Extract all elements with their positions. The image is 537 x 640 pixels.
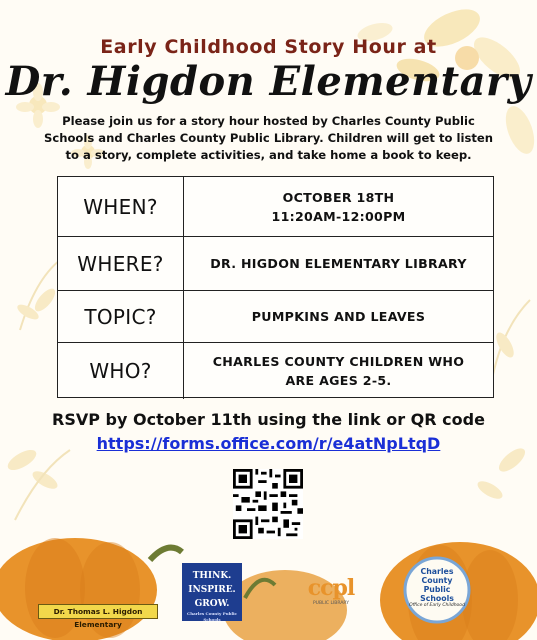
who-line-2: ARE AGES 2-5. [285, 373, 392, 388]
topic-value: PUMPKINS AND LEAVES [184, 291, 493, 343]
library-logo [298, 575, 364, 607]
when-label: WHEN? [58, 177, 184, 237]
rsvp-link[interactable]: https://forms.office.com/r/e4atNpLtqD [96, 434, 441, 453]
when-value [184, 177, 493, 237]
ccps-sub: Office of Early Childhood [409, 603, 465, 608]
tig-line-3: GROW. [194, 599, 230, 609]
ccps-line-1: Charles County [420, 567, 454, 585]
library-logo-sub: PUBLIC LIBRARY [312, 601, 350, 606]
when-time: 11:20AM-12:00PM [271, 208, 406, 224]
rsvp-text: RSVP by October 11th using the link or QR code [52, 410, 485, 429]
tig-line-1: THINK. [192, 571, 232, 581]
intro-text: Please join us for a story hour hosted by Charles County Public Schools and Charles County Public Library. Children will get to listen to a story, complete activities, and take home a book to keep. [43, 114, 494, 162]
ccps-early-childhood-logo [407, 567, 467, 609]
ccps-line-2: Public Schools [420, 585, 454, 603]
page-title: Dr. Higdon Elementary [5, 58, 532, 105]
where-label: WHERE? [58, 237, 184, 291]
tig-sub: Charles County Public Schools [187, 611, 237, 622]
library-mark-text: ccpl [307, 575, 355, 601]
event-details-table [57, 176, 494, 398]
where-value: DR. HIGDON ELEMENTARY LIBRARY [184, 237, 493, 291]
who-label: WHO? [58, 343, 184, 399]
think-inspire-grow-logo [182, 563, 242, 621]
event-eyebrow: Early Childhood Story Hour at [100, 36, 437, 58]
tig-line-2: INSPIRE. [188, 585, 236, 595]
qr-code[interactable] [233, 469, 303, 539]
topic-label: TOPIC? [58, 291, 184, 343]
when-date: OCTOBER 18TH [282, 189, 395, 205]
who-line-1: CHARLES COUNTY CHILDREN WHO [212, 354, 465, 369]
library-logo-mark [298, 575, 364, 601]
who-value [184, 343, 493, 399]
school-logo-label: Dr. Thomas L. Higdon Elementary [38, 604, 158, 619]
